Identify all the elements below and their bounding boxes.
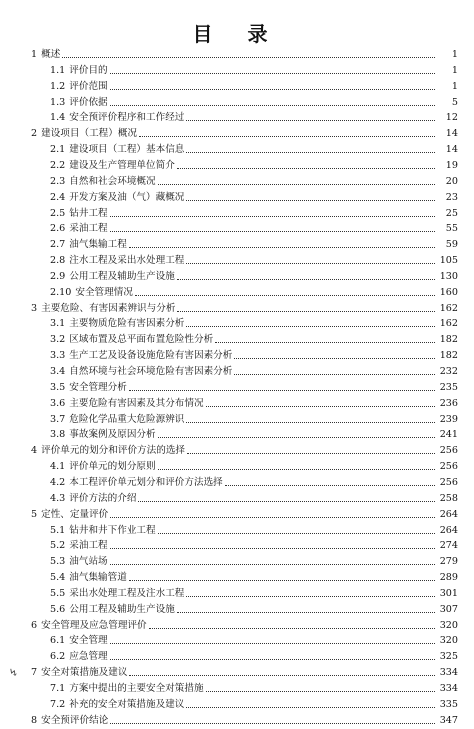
toc-entry-number: 2.3	[50, 175, 66, 187]
dot-leader	[186, 199, 435, 201]
toc-entry-page: 325	[439, 651, 458, 663]
dot-leader	[177, 167, 435, 169]
toc-entry-page: 264	[439, 524, 458, 536]
toc-entry-label: 公用工程及辅助生产设施	[69, 270, 175, 282]
toc-entry-page: 320	[439, 619, 458, 631]
toc-entry-label: 油气集输管道	[69, 572, 127, 584]
toc-entry-number: 7	[31, 667, 38, 679]
toc-entry-page: 162	[439, 318, 458, 330]
dot-leader	[158, 183, 435, 185]
toc-entry-number: 5.1	[50, 524, 66, 536]
toc-entry-label: 生产工艺及设备设施危险有害因素分析	[69, 350, 233, 362]
dot-leader	[158, 436, 435, 438]
toc-entry-page: 19	[445, 159, 458, 171]
toc-entry-page: 160	[439, 286, 458, 298]
toc-entry-label: 采油工程	[69, 540, 108, 552]
toc-entry-page: 264	[439, 508, 458, 520]
dot-leader	[149, 627, 435, 629]
toc-entry-number: 3.8	[50, 429, 66, 441]
toc-entry-page: 236	[439, 397, 458, 409]
toc-entry-label: 事故案例及原因分析	[69, 429, 156, 441]
toc-entry[interactable]	[0, 345, 474, 361]
page-title: 目 录	[192, 22, 282, 46]
toc-entry-number: 2.4	[50, 191, 66, 203]
dot-leader	[206, 405, 435, 407]
toc-entry-page: 307	[439, 603, 458, 615]
toc-entry[interactable]	[0, 60, 474, 76]
dot-leader	[135, 294, 435, 296]
toc-entry-label: 评价目的	[69, 64, 108, 76]
toc-entry-label: 建设项目（工程）概况	[41, 128, 138, 140]
toc-entry[interactable]	[0, 615, 474, 631]
toc-entry-page: 23	[445, 191, 458, 203]
toc-entry[interactable]	[0, 234, 474, 250]
toc-entry[interactable]	[0, 662, 474, 681]
toc-entry-label: 方案中提出的主要安全对策措施	[69, 683, 204, 694]
toc-entry[interactable]	[0, 409, 474, 425]
toc-entry-number: 2.1	[50, 144, 66, 156]
toc-entry-number: 3.3	[50, 350, 66, 362]
toc-entry-page: 256	[439, 461, 458, 473]
toc-entry-number: 1.2	[50, 80, 66, 92]
toc-entry-label: 安全管理	[69, 635, 108, 647]
toc-entry[interactable]	[0, 123, 474, 139]
dot-leader	[234, 373, 435, 375]
toc-entry-number: 6.1	[50, 635, 66, 647]
toc-entry-page: 182	[439, 334, 458, 346]
toc-entry-page: 12	[445, 112, 458, 124]
toc-entry-page: 241	[439, 429, 458, 441]
dot-leader	[110, 516, 435, 518]
toc-entry[interactable]	[0, 298, 474, 314]
toc-entry-number: 2.8	[50, 255, 66, 267]
toc-entry-number: 5.6	[50, 603, 66, 615]
toc-entry[interactable]	[0, 630, 474, 646]
toc-entry-number: 3.1	[50, 318, 66, 330]
toc-entry[interactable]	[0, 377, 474, 393]
toc-entry[interactable]	[0, 488, 474, 504]
toc-entry-number: 3	[31, 302, 38, 314]
dot-leader	[186, 262, 435, 264]
toc-entry-page: 105	[439, 255, 458, 267]
toc-entry-label: 建设项目（工程）基本信息	[69, 144, 185, 156]
dot-leader	[110, 215, 435, 217]
toc-entry-label: 概述	[41, 49, 61, 60]
toc-entry[interactable]	[0, 92, 474, 108]
toc-entry-label: 安全管理分析	[69, 381, 127, 393]
toc-entry-label: 补充的安全对策措施及建议	[69, 698, 185, 710]
toc-entry[interactable]	[0, 313, 474, 329]
dot-leader	[110, 722, 435, 724]
toc-entry-number: 2.10	[50, 286, 72, 298]
toc-entry-page: 256	[439, 445, 458, 457]
toc-entry-label: 油气集输工程	[69, 239, 127, 251]
toc-entry[interactable]	[0, 361, 474, 377]
dot-leader	[177, 278, 435, 280]
toc-entry[interactable]	[0, 171, 474, 187]
toc-entry-label: 开发方案及油（气）藏概况	[69, 191, 185, 203]
toc-entry-page: 289	[439, 572, 458, 584]
toc-entry-number: 4.1	[50, 461, 66, 473]
toc-entry-label: 主要危险有害因素及其分布情况	[69, 397, 204, 409]
toc-entry-number: 1	[31, 49, 38, 60]
toc-entry-number: 2.7	[50, 239, 66, 251]
toc-entry[interactable]	[0, 551, 474, 567]
dot-leader	[234, 357, 435, 359]
toc-entry-page: 25	[445, 207, 458, 219]
toc-entry[interactable]	[0, 424, 474, 440]
toc-entry[interactable]	[0, 139, 474, 155]
toc-entry-page: 235	[439, 381, 458, 393]
toc-entry-number: 1.3	[50, 96, 66, 108]
toc-entry-page: 1	[451, 80, 458, 92]
toc-entry[interactable]	[0, 218, 474, 234]
dot-leader	[110, 230, 435, 232]
toc-entry-page: 256	[439, 476, 458, 488]
dot-leader	[139, 135, 435, 137]
toc-entry-label: 安全管理及应急管理评价	[41, 619, 147, 631]
toc-entry-label: 建设及生产管理单位简介	[69, 159, 175, 171]
dot-leader	[186, 325, 435, 327]
toc-entry-number: 3.6	[50, 397, 66, 409]
toc-entry[interactable]	[0, 440, 474, 456]
toc-entry[interactable]	[0, 155, 474, 171]
toc-entry-number: 8	[31, 714, 38, 726]
toc-entry-label: 采油工程	[69, 223, 108, 235]
toc-entry-page: 274	[439, 540, 458, 552]
dot-leader	[138, 500, 435, 502]
toc-entry-label: 评价单元的划分和评价方法的选择	[41, 445, 186, 457]
toc-entry-label: 公用工程及辅助生产设施	[69, 603, 175, 615]
dot-leader	[158, 468, 435, 470]
dot-leader	[129, 674, 435, 676]
toc-entry[interactable]	[0, 694, 474, 710]
toc-entry-number: 2.9	[50, 270, 66, 282]
toc-entry-number: 2.6	[50, 223, 66, 235]
toc-entry-number: 1.1	[50, 64, 66, 76]
toc-entry-page: 258	[439, 492, 458, 504]
dot-leader	[62, 56, 435, 58]
toc-entry-label: 采出水处理工程及注水工程	[69, 587, 185, 599]
toc-entry[interactable]	[0, 393, 474, 409]
toc-entry-label: 评价范围	[69, 80, 108, 92]
toc-entry-number: 7.1	[50, 683, 66, 694]
toc-entry[interactable]	[0, 567, 474, 583]
toc-entry-number: 3.7	[50, 413, 66, 425]
toc-entry[interactable]	[0, 646, 474, 662]
toc-entry-label: 油气站场	[69, 556, 108, 568]
dot-leader	[225, 484, 435, 486]
toc-entry-number: 4.3	[50, 492, 66, 504]
toc-entry-page: 55	[445, 223, 458, 235]
toc-entry-number: 2.2	[50, 159, 66, 171]
toc-entry-page: 1	[451, 64, 458, 76]
dot-leader	[186, 151, 435, 153]
dot-leader	[110, 658, 435, 660]
toc-entry-label: 钻井工程	[69, 207, 108, 219]
toc-entry[interactable]	[0, 710, 474, 726]
toc-entry[interactable]	[0, 583, 474, 599]
toc-entry-page: 334	[439, 667, 458, 679]
toc-entry-label: 评价方法的介绍	[69, 492, 137, 504]
toc-entry-number: 3.2	[50, 334, 66, 346]
dot-leader	[177, 611, 435, 613]
toc-entry[interactable]	[0, 678, 474, 694]
toc-entry-label: 本工程评价单元划分和评价方法选择	[69, 476, 223, 488]
dot-leader	[110, 547, 435, 549]
toc-entry[interactable]	[0, 76, 474, 92]
toc-entry-page: 279	[439, 556, 458, 568]
toc-entry-number: 4.2	[50, 476, 66, 488]
dot-leader	[186, 119, 435, 121]
dot-leader	[110, 88, 435, 90]
dot-leader	[129, 389, 435, 391]
toc-entry[interactable]	[0, 250, 474, 266]
dot-leader	[129, 579, 435, 581]
dot-leader	[215, 341, 435, 343]
toc-entry-page: 20	[445, 175, 458, 187]
dot-leader	[129, 246, 435, 248]
toc-entry-number: 2	[31, 128, 38, 140]
toc-entry[interactable]	[0, 504, 474, 520]
toc-entry-number: 1.4	[50, 112, 66, 124]
toc-entry-page: 301	[439, 587, 458, 599]
toc-entry[interactable]	[0, 282, 474, 298]
toc-entry-page: 334	[439, 683, 458, 694]
toc-entry-label: 安全对策措施及建议	[41, 667, 128, 679]
toc-entry-number: 5.2	[50, 540, 66, 552]
toc-entry[interactable]	[0, 44, 474, 60]
toc-entry-label: 钻井和井下作业工程	[69, 524, 156, 536]
dot-leader	[186, 706, 435, 708]
toc-entry[interactable]	[0, 203, 474, 219]
toc-entry-label: 自然和社会环境概况	[69, 175, 156, 187]
toc-entry-number: 5	[31, 508, 38, 520]
toc-entry-page: 162	[439, 302, 458, 314]
toc-entry-label: 注水工程及采出水处理工程	[69, 255, 185, 267]
toc-entry-number: 7.2	[50, 698, 66, 710]
toc-entry-label: 主要物质危险有害因素分析	[69, 318, 185, 330]
dot-leader	[206, 690, 435, 692]
toc-entry-label: 危险化学品重大危险源辨识	[69, 413, 185, 425]
toc-entry-number: 3.4	[50, 366, 66, 377]
toc-entry-page: 5	[451, 96, 458, 108]
dot-leader	[187, 452, 435, 454]
toc-entry-label: 自然环境与社会环境危险有害因素分析	[69, 366, 233, 377]
toc-entry-label: 安全预评价程序和工作经过	[69, 112, 185, 124]
toc-entry-page: 14	[445, 128, 458, 140]
toc-entry-label: 区域布置及总平面布置危险性分析	[69, 334, 214, 346]
toc-entry-page: 232	[439, 366, 458, 377]
toc-entry-number: 2.5	[50, 207, 66, 219]
dot-leader	[110, 563, 435, 565]
toc-entry-number: 5.3	[50, 556, 66, 568]
toc-entry-label: 应急管理	[69, 651, 108, 663]
toc-entry[interactable]	[0, 329, 474, 345]
toc-entry-page: 14	[445, 144, 458, 156]
toc-entry[interactable]	[0, 456, 474, 472]
toc-entry-label: 安全预评价结论	[41, 714, 109, 726]
toc-entry-page: 335	[439, 698, 458, 710]
dot-leader	[110, 104, 435, 106]
dot-leader	[177, 310, 435, 312]
toc-entry-page: 130	[439, 270, 458, 282]
toc-entry-number: 5.4	[50, 572, 66, 584]
toc-entry-page: 320	[439, 635, 458, 647]
toc-entry-number: 6	[31, 619, 38, 631]
dot-leader	[186, 421, 435, 423]
toc-entry-number: 3.5	[50, 381, 66, 393]
toc-entry[interactable]	[0, 599, 474, 615]
toc-entry-label: 评价单元的划分原则	[69, 461, 156, 473]
toc-entry[interactable]	[0, 107, 474, 123]
toc-entry-page: 347	[439, 714, 458, 726]
dot-leader	[110, 72, 435, 74]
toc-entry-number: 5.5	[50, 587, 66, 599]
toc-entry[interactable]	[0, 187, 474, 203]
toc-entry-label: 主要危险、有害因素辨识与分析	[41, 302, 176, 314]
dot-leader	[158, 532, 435, 534]
toc-entry[interactable]	[0, 520, 474, 536]
toc-entry-number: 4	[31, 445, 38, 457]
toc-entry[interactable]	[0, 472, 474, 488]
toc-entry-label: 定性、定量评价	[41, 508, 109, 520]
toc-entry-number: 6.2	[50, 651, 66, 663]
dot-leader	[110, 642, 435, 644]
toc-entry-page: 182	[439, 350, 458, 362]
toc-entry-label: 安全管理情况	[75, 286, 133, 298]
toc-entry-page: 59	[445, 239, 458, 251]
margin-mark: ↯	[7, 664, 21, 681]
toc-entry-page: 1	[451, 49, 458, 60]
toc-entry-label: 评价依据	[69, 96, 108, 108]
dot-leader	[186, 595, 435, 597]
toc-entry[interactable]	[0, 266, 474, 282]
toc-entry-page: 239	[439, 413, 458, 425]
toc-entry[interactable]	[0, 535, 474, 551]
